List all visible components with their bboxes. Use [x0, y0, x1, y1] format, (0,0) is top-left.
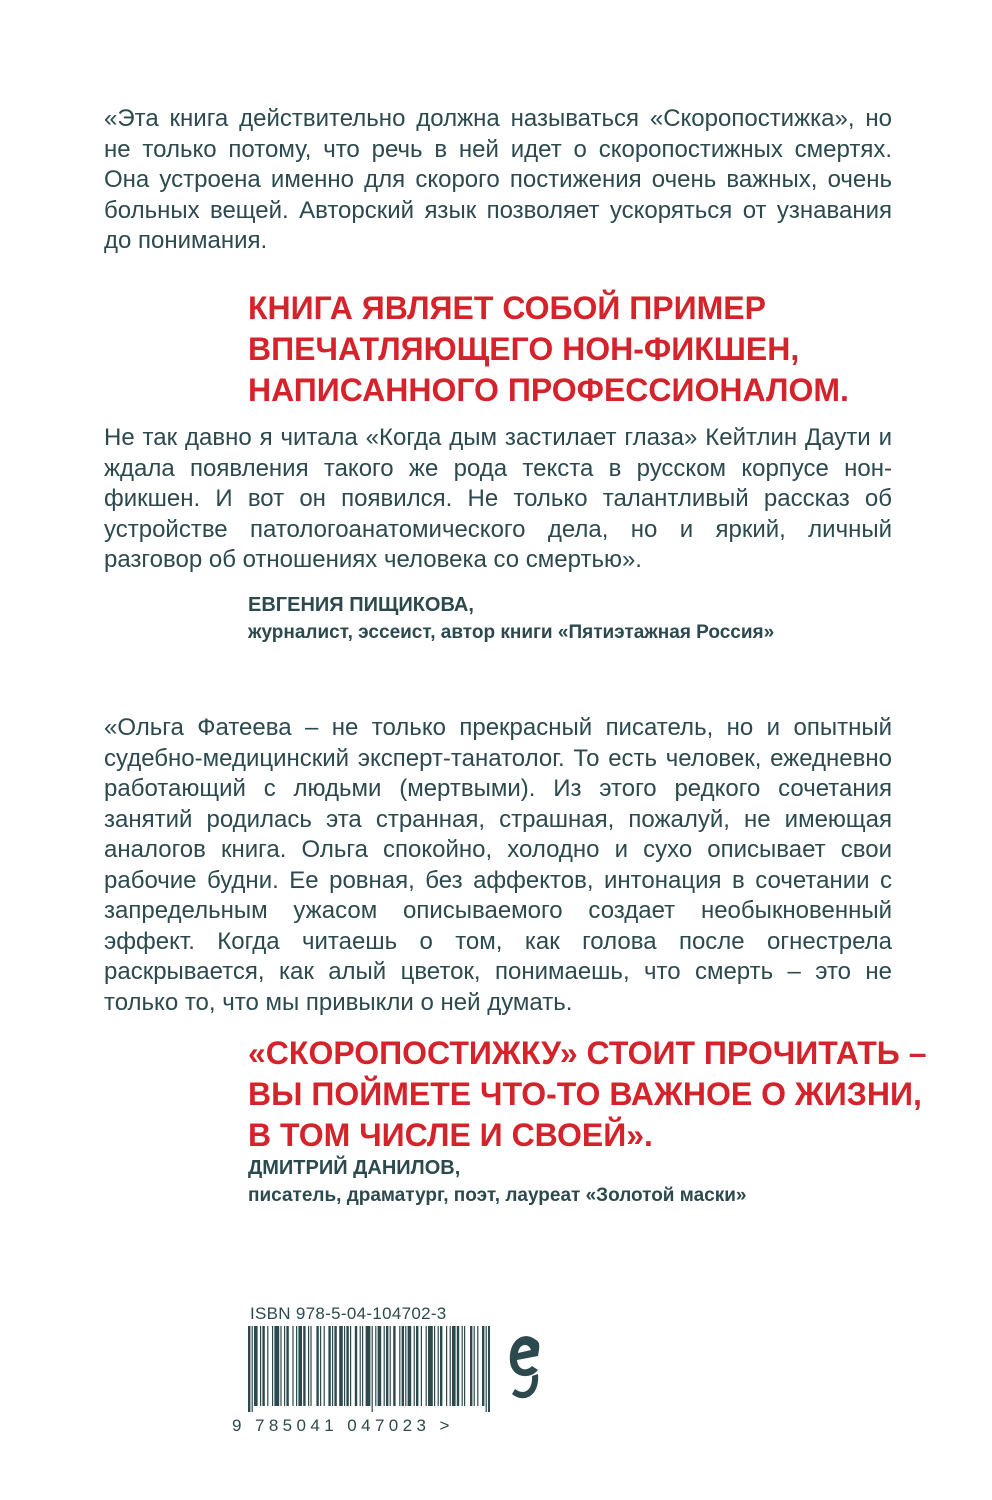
barcode-bar	[474, 1326, 475, 1406]
review1-author-description: журналист, эссеист, автор книги «Пятиэтажная Россия»	[248, 622, 775, 643]
barcode-bar	[272, 1326, 273, 1406]
barcode-bar	[346, 1326, 348, 1406]
review2-author-description: писатель, драматург, поэт, лауреат «Золотой маски»	[248, 1185, 747, 1206]
barcode-bar	[344, 1326, 345, 1406]
barcode-bar	[332, 1326, 333, 1406]
review2-paragraph: «Ольга Фатеева – не только прекрасный писатель, но и опытный судебно-медицинский эксперт-танатолог. То есть человек, ежедневно работающий с людьми (мертвыми). Из этого редкого сочетания занятий родилась эта странная, страшная, пожалуй, не имеющая аналогов книга. Ольга спокойно, холодно и сухо описывает свои рабочие будни. Ее ровная, без аффектов, интонация в сочетании с запредельным ужасом описываемого создает необыкновенный эффект. Когда читаешь о том, как голова после огнестрела раскрывается, как алый цветок, понимаешь, что смерть – это не только то, что мы привыкли о ней думать.	[104, 714, 892, 1016]
barcode-bar	[450, 1326, 451, 1406]
barcode-digits: 9 785041 047023 >	[232, 1416, 454, 1435]
review2-author-name: ДМИТРИЙ ДАНИЛОВ,	[248, 1157, 461, 1179]
barcode-bar	[434, 1326, 435, 1406]
barcode-bar	[408, 1326, 412, 1406]
isbn-label: ISBN 978-5-04-104702-3	[250, 1304, 447, 1323]
review1-author	[248, 592, 928, 646]
barcode-bar	[416, 1326, 418, 1406]
barcode-bar	[310, 1326, 311, 1406]
barcode-bar	[375, 1326, 376, 1406]
barcode-bar	[384, 1326, 385, 1406]
barcode-bar	[316, 1326, 318, 1406]
barcode-bar	[339, 1326, 343, 1406]
barcode-bar	[292, 1326, 293, 1406]
review1-author-name: ЕВГЕНИЯ ПИЩИКОВА,	[248, 594, 474, 616]
barcode-bar	[303, 1326, 305, 1406]
barcode-bar	[248, 1326, 250, 1412]
barcode-bar	[428, 1326, 433, 1406]
barcode-bar	[438, 1326, 439, 1406]
review1-highlight: КНИГА ЯВЛЯЕТ СОБОЙ ПРИМЕР ВПЕЧАТЛЯЮЩЕГО НОН-ФИКШЕН, НАПИСАННОГО ПРОФЕССИОНАЛОМ.	[248, 290, 849, 408]
barcode-bar	[286, 1326, 288, 1406]
barcode-bar	[320, 1326, 321, 1406]
barcode-bar	[464, 1326, 465, 1406]
barcode-bar	[402, 1326, 404, 1406]
barcode-bar	[334, 1326, 336, 1406]
barcode-bar	[399, 1326, 400, 1406]
barcode-graphic	[248, 1326, 490, 1412]
review2-highlight: «СКОРОПОСТИЖКУ» СТОИТ ПРОЧИТАТЬ – ВЫ ПОЙМЕТЕ ЧТО-ТО ВАЖНОЕ О ЖИЗНИ, В ТОМ ЧИСЛЕ И СВОЕЙ».	[248, 1035, 927, 1153]
barcode-bar	[366, 1326, 371, 1406]
barcode-bar	[477, 1326, 478, 1406]
eksmo-logo-icon	[504, 1326, 544, 1408]
barcode-bar	[328, 1326, 330, 1406]
barcode-bar	[350, 1326, 351, 1406]
barcode-bar	[274, 1326, 279, 1406]
barcode-bar	[296, 1326, 297, 1406]
barcode-bar	[252, 1326, 253, 1412]
barcode-bar	[446, 1326, 447, 1406]
barcode-bar	[372, 1326, 373, 1412]
barcode-bar	[280, 1326, 281, 1406]
barcode-bar	[405, 1326, 406, 1406]
barcode-bar	[488, 1326, 490, 1412]
barcode-bar	[262, 1326, 264, 1406]
barcode-bar	[390, 1326, 391, 1406]
barcode-bar	[457, 1326, 459, 1406]
barcode-bar	[462, 1326, 463, 1406]
barcode-bar	[426, 1326, 427, 1406]
barcode-bar	[308, 1326, 309, 1406]
barcode-bar	[324, 1326, 325, 1406]
barcode-bar	[284, 1326, 285, 1406]
barcode-bar	[355, 1326, 357, 1406]
barcode-bar	[386, 1326, 388, 1406]
barcode-bar	[260, 1326, 261, 1406]
barcode-bar	[414, 1326, 415, 1406]
barcode-bar	[482, 1326, 484, 1406]
review2-author	[248, 1155, 928, 1209]
barcode-bar	[440, 1326, 442, 1406]
barcode-bar	[362, 1326, 363, 1406]
barcode-bar	[298, 1326, 302, 1406]
barcode-bar	[470, 1326, 472, 1406]
barcode-bar	[452, 1326, 456, 1406]
barcode-bar	[378, 1326, 382, 1406]
barcode-bar	[421, 1326, 422, 1406]
barcode-bar	[267, 1326, 268, 1406]
barcode-bar	[254, 1326, 258, 1406]
review1-paragraph2: Не так давно я читала «Когда дым застилает глаза» Кейтлин Даути и ждала появления такого же рода текста в русском корпусе нон-фикшен. И вот он появился. Не только талантливый рассказ об устройстве патологоанатомического дела, но и яркий, личный разговор об отношениях человека со смертью».	[104, 424, 892, 573]
barcode-bar	[360, 1326, 361, 1406]
review1-paragraph1: «Эта книга действительно должна называться «Скоропостижка», но не только потому, что речь в ней идет о скоропостижных смертях. Она устроена именно для скорого постижения очень важных, очень больных вещей. Авторский язык позволяет ускоряться от узнавания до понимания.	[104, 105, 892, 254]
barcode-bar	[393, 1326, 395, 1406]
barcode-bar	[486, 1326, 487, 1412]
